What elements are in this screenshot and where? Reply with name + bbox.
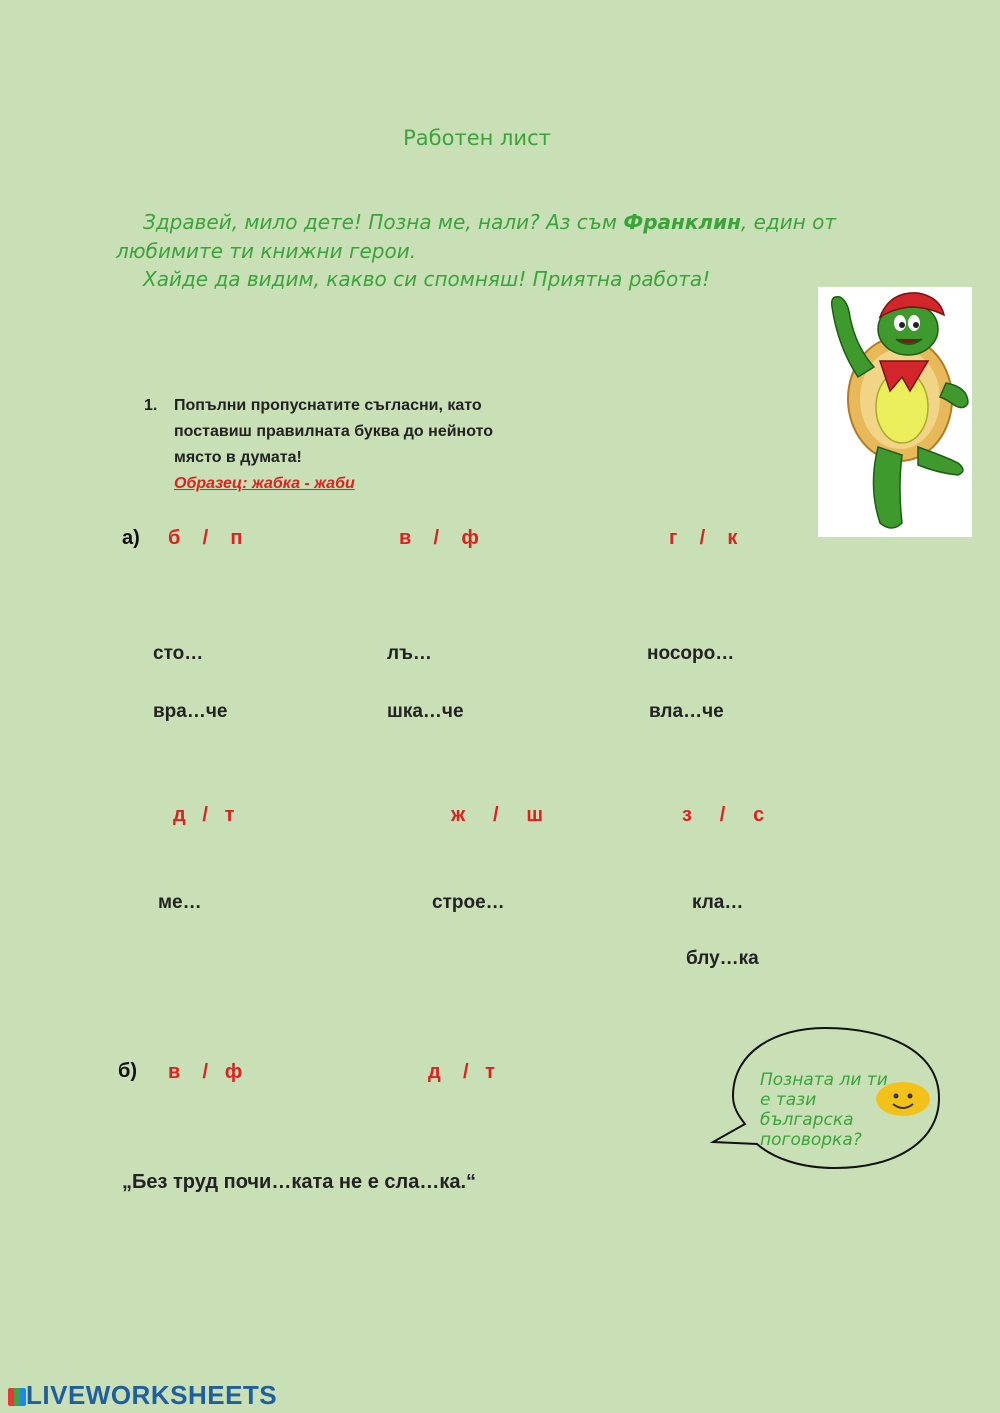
pair-z-s — [682, 804, 764, 827]
word-item[interactable]: строе… — [432, 892, 505, 913]
liveworksheets-logo[interactable] — [8, 1380, 277, 1411]
pair-v-f — [399, 527, 479, 550]
letter-option[interactable]: з — [682, 804, 692, 826]
word-item[interactable]: сто… — [153, 643, 204, 664]
word-item[interactable]: блу…ка — [686, 948, 759, 969]
word-item[interactable]: ме… — [158, 892, 202, 913]
letter-option[interactable]: ф — [461, 527, 479, 549]
word-item[interactable]: вла…че — [649, 701, 724, 722]
slash: / — [202, 527, 209, 549]
letter-option[interactable]: ш — [526, 804, 544, 826]
letter-option[interactable]: т — [485, 1061, 495, 1083]
slash: / — [699, 527, 706, 549]
letter-option[interactable]: п — [230, 527, 243, 549]
part-a-label: а) — [122, 527, 140, 549]
sample-example: Образец: жабка - жаби — [174, 475, 355, 492]
pair-g-k — [669, 527, 737, 550]
task-number: 1. — [144, 397, 158, 414]
character-name: Франклин — [623, 210, 741, 234]
word-item[interactable]: носоро… — [647, 643, 735, 664]
letter-option[interactable]: ф — [224, 1061, 243, 1083]
franklin-turtle-image — [818, 287, 972, 537]
intro-line-1-pre: Здравей, мило дете! Позна ме, нали? Аз съм — [143, 210, 624, 234]
word-item[interactable]: шка…че — [387, 701, 464, 722]
intro-line-2: любимите ти книжни герои. — [116, 239, 417, 263]
letter-option[interactable]: ж — [451, 804, 466, 826]
slash: / — [719, 804, 726, 826]
pair-d-t — [173, 804, 234, 827]
letter-option[interactable]: в — [168, 1061, 181, 1083]
logo-text: LIVEWORKSHEETS — [26, 1380, 278, 1410]
letter-option[interactable]: г — [669, 527, 678, 549]
task-instructions — [174, 393, 493, 497]
pair-v-f-b — [168, 1061, 242, 1084]
letter-option[interactable]: д — [173, 804, 186, 826]
logo-icon — [8, 1388, 26, 1406]
letter-option[interactable]: в — [399, 527, 412, 549]
part-b-label: б) — [118, 1060, 138, 1082]
slash: / — [433, 527, 440, 549]
intro-line-1-post: , един от — [740, 210, 837, 234]
saying-text[interactable]: „Без труд почи…ката не е сла…ка.“ — [122, 1171, 477, 1193]
letter-option[interactable]: б — [168, 527, 181, 549]
pair-b-p — [168, 527, 242, 550]
word-item[interactable]: вра…че — [153, 701, 228, 722]
letter-option[interactable]: с — [753, 804, 765, 826]
slash: / — [492, 804, 499, 826]
word-item[interactable]: кла… — [692, 892, 744, 913]
pair-zh-sh — [451, 804, 543, 827]
bubble-text: Позната ли ти е тази българска поговорка? — [760, 1070, 888, 1150]
task-line-3: място в думата! — [174, 449, 302, 466]
page-title: Работен лист — [403, 126, 551, 150]
slash: / — [462, 1061, 469, 1083]
letter-option[interactable]: т — [224, 804, 235, 826]
pair-d-t-b — [428, 1061, 495, 1084]
slash: / — [202, 804, 208, 826]
intro-line-3: Хайде да видим, какво си спомняш! Приятна работа! — [143, 267, 711, 291]
task-line-1: Попълни пропуснатите съгласни, като — [174, 397, 482, 414]
slash: / — [202, 1061, 209, 1083]
letter-option[interactable]: д — [428, 1061, 441, 1083]
task-line-2: поставиш правилната буква до нейното — [174, 423, 493, 440]
word-item[interactable]: лъ… — [387, 643, 432, 664]
letter-option[interactable]: к — [727, 527, 738, 549]
intro-line-1 — [143, 210, 836, 234]
